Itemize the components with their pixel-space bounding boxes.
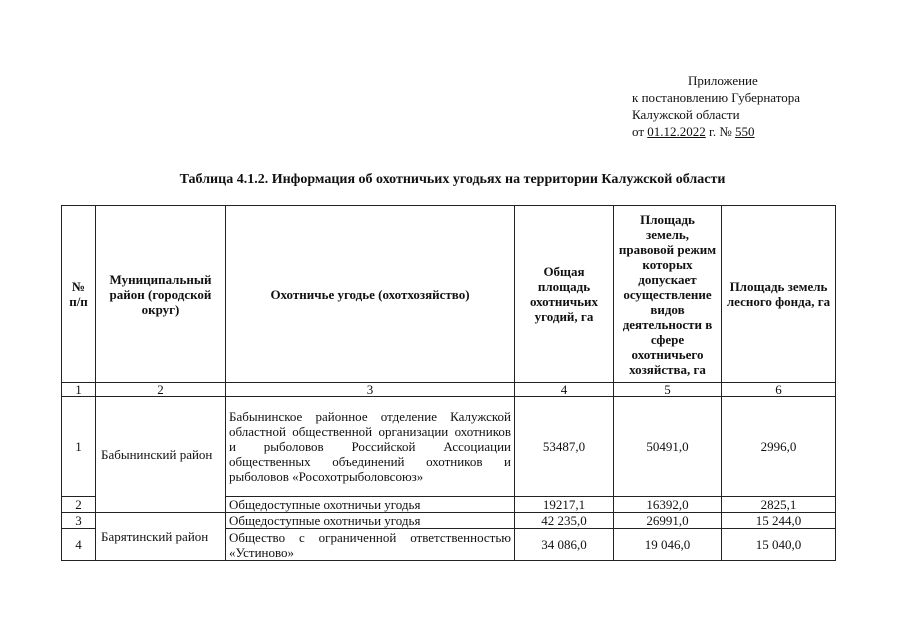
row-total-area: 19217,1 [515,497,614,513]
annex-line-decree: к постановлению Губернатора [632,90,801,105]
row-num: 3 [62,513,96,529]
row-legal-area: 19 046,0 [614,529,722,561]
annex-title: Приложение [688,73,758,88]
hunting-grounds-table [61,205,836,561]
date-prefix: от [632,124,648,139]
annex-line-region: Калужской области [632,107,740,122]
row-num: 1 [62,397,96,497]
header-ground: Охотничье угодье (охотхозяйство) [226,206,515,383]
table-header-row [62,206,836,383]
header-district: Муниципальный район (городской округ) [96,206,226,383]
row-legal-area: 26991,0 [614,513,722,529]
row-legal-area: 50491,0 [614,397,722,497]
row-forest-area: 2996,0 [722,397,836,497]
row-district: Бабынинский район [96,397,226,513]
annex-line-date [632,123,800,140]
table-row [62,513,836,529]
column-number: 5 [614,383,722,397]
column-number: 3 [226,383,515,397]
row-district: Барятинский район [96,513,226,561]
decree-date: 01.12.2022 [647,124,706,139]
row-total-area: 53487,0 [515,397,614,497]
row-ground: Общество с ограниченной ответственностью «Устиново» [226,529,515,561]
row-forest-area: 2825,1 [722,497,836,513]
row-ground: Общедоступные охотничьи угодья [226,497,515,513]
header-forest-area: Площадь земель лесного фонда, га [722,206,836,383]
column-number: 2 [96,383,226,397]
row-forest-area: 15 244,0 [722,513,836,529]
row-total-area: 34 086,0 [515,529,614,561]
row-ground: Бабынинское районное отделение Калужской областной общественной организации охотников и рыболовов Российской Ассоциации общественных объединений охотников и рыболовов «Росохотрыболовсоюз» [226,397,515,497]
header-legal-area: Площадь земель, правовой режим которых допускает осуществление видов деятельности в сфере охотничьего хозяйства, га [614,206,722,383]
row-total-area: 42 235,0 [515,513,614,529]
row-num: 4 [62,529,96,561]
row-forest-area: 15 040,0 [722,529,836,561]
row-num: 2 [62,497,96,513]
decree-number: 550 [735,124,755,139]
column-number-row [62,383,836,397]
row-legal-area: 16392,0 [614,497,722,513]
row-ground: Общедоступные охотничьи угодья [226,513,515,529]
column-number: 1 [62,383,96,397]
table-row [62,397,836,497]
table-caption: Таблица 4.1.2. Информация об охотничьих угодьях на территории Калужской области [179,172,726,187]
column-number: 6 [722,383,836,397]
number-prefix: г. № [705,124,736,139]
header-num: № п/п [62,206,96,383]
annex-block [632,72,800,140]
header-total-area: Общая площадь охотничьих угодий, га [515,206,614,383]
column-number: 4 [515,383,614,397]
